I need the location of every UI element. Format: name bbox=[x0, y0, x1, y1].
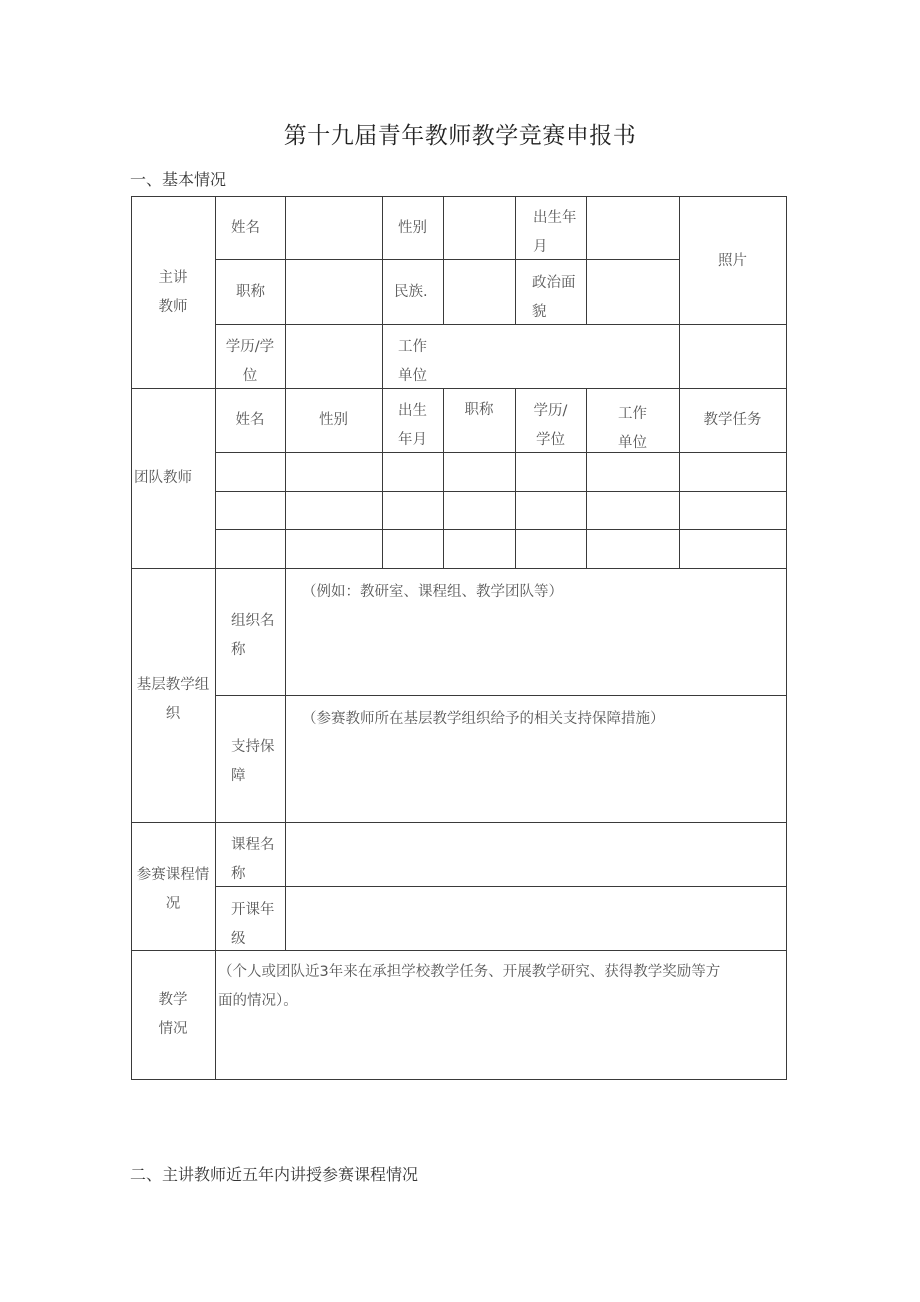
course-name-label: 课程名 称 bbox=[231, 837, 275, 882]
teaching-label: 教学 情况 bbox=[158, 992, 188, 1037]
team-header-birth: 出生 年月 bbox=[398, 403, 427, 448]
section-heading-basic: 一、基本情况 bbox=[130, 170, 227, 189]
lead-name-field[interactable] bbox=[286, 197, 382, 259]
team-row-2[interactable] bbox=[216, 492, 786, 529]
lead-workplace-field[interactable] bbox=[444, 325, 786, 388]
degree-label: 学历/学 位 bbox=[225, 339, 275, 384]
lead-gender-field[interactable] bbox=[444, 197, 515, 259]
lead-political-field[interactable] bbox=[587, 260, 679, 324]
org-name-field[interactable] bbox=[286, 569, 786, 695]
ethnicity-label: 民族. bbox=[394, 284, 428, 300]
name-label: 姓名 bbox=[231, 220, 260, 236]
team-row-3[interactable] bbox=[216, 530, 786, 568]
support-hint: （参赛教师所在基层教学组织给予的相关支持保障措施） bbox=[302, 711, 665, 727]
team-header-workplace: 工作 单位 bbox=[618, 406, 647, 451]
photo-field[interactable] bbox=[680, 197, 786, 324]
photo-label: 照片 bbox=[718, 253, 747, 269]
team-header-degree: 学历/ 学位 bbox=[533, 403, 568, 448]
grade-field[interactable] bbox=[286, 887, 786, 950]
team-header-task: 教学任务 bbox=[703, 412, 762, 428]
grade-label: 开课年 级 bbox=[231, 902, 275, 947]
lead-birth-field[interactable] bbox=[587, 197, 679, 259]
workplace-label: 工作 单位 bbox=[398, 339, 427, 384]
org-name-label: 组织名 称 bbox=[231, 613, 275, 658]
title-label: 职称 bbox=[236, 284, 265, 300]
lead-degree-field[interactable] bbox=[286, 325, 382, 388]
lead-title-field[interactable] bbox=[286, 260, 382, 324]
team-header-name: 姓名 bbox=[235, 412, 265, 428]
lead-ethnicity-field[interactable] bbox=[444, 260, 515, 324]
birth-label: 出生年 月 bbox=[533, 210, 577, 255]
team-header-gender: 性别 bbox=[319, 412, 348, 428]
support-label: 支持保 障 bbox=[231, 739, 275, 784]
political-label: 政治面 貌 bbox=[532, 275, 576, 320]
organization-label: 基层教学组 织 bbox=[136, 677, 210, 722]
lead-teacher-label: 主讲 教师 bbox=[158, 270, 188, 315]
team-teachers-label: 团队教师 bbox=[134, 470, 192, 486]
team-header-title: 职称 bbox=[464, 402, 494, 418]
gender-label: 性别 bbox=[398, 220, 427, 236]
page-title: 第十九届青年教师教学竞赛申报书 bbox=[283, 123, 637, 149]
team-row-1[interactable] bbox=[216, 453, 786, 491]
teaching-field[interactable] bbox=[216, 951, 786, 1079]
teaching-hint: （个人或团队近3年来在承担学校教学任务、开展教学研究、获得教学奖励等方 面的情况）。 bbox=[218, 964, 721, 1009]
course-name-field[interactable] bbox=[286, 823, 786, 886]
support-field[interactable] bbox=[286, 696, 786, 822]
section-heading-course-history: 二、主讲教师近五年内讲授参赛课程情况 bbox=[130, 1165, 419, 1184]
course-label: 参赛课程情 况 bbox=[136, 867, 210, 912]
org-name-hint: （例如：教研室、课程组、教学团队等） bbox=[302, 584, 563, 600]
